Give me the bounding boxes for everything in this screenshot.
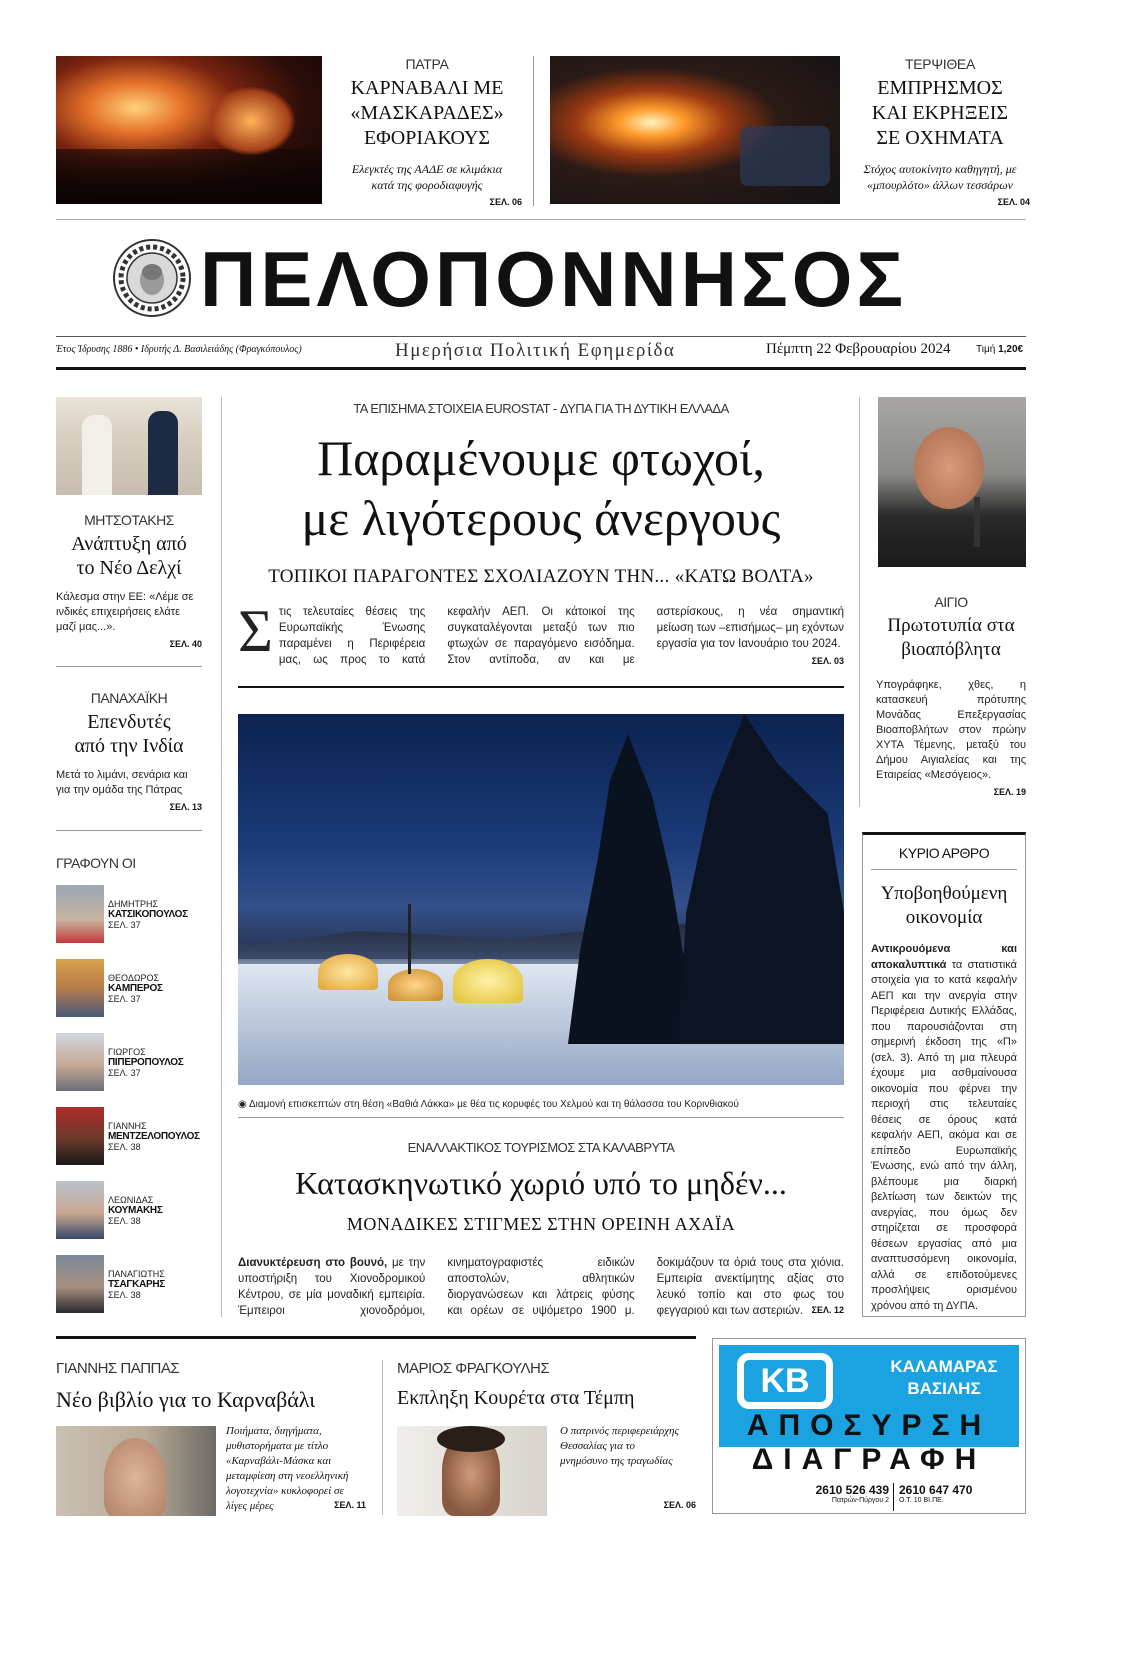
headline-line: Επενδυτές (87, 711, 171, 733)
story-headline (850, 76, 1030, 151)
writer-first-name: ΓΙΑΝΝΗΣ (108, 1121, 147, 1131)
kb-logo-icon: KB (737, 1353, 833, 1409)
masthead-bottom-rule (56, 367, 1026, 370)
price-label: Τιμή (976, 344, 996, 355)
writer-item[interactable] (56, 1181, 206, 1239)
price-value: 1,20€ (998, 344, 1024, 355)
story-location: ΠΑΤΡΑ (405, 56, 449, 72)
story-summary: Ποιήματα, διηγήματα, μυθιστορήματα με τίτλο «Καρναβάλι-Μάσκα και μεταμφίεση στη νεοελληνική λογοτεχνία» κυκλοφορεί σε λίγες μέρες (226, 1425, 349, 1512)
bottom-divider (382, 1360, 383, 1515)
story-terpsithea[interactable] (850, 56, 1030, 207)
page-ref: ΣΕΛ. 40 (169, 639, 202, 649)
camera-icon: ◉ (238, 1099, 247, 1110)
ad-phone-2: 2610 647 470 (899, 1483, 973, 1497)
page-ref: ΣΕΛ. 19 (993, 787, 1026, 797)
story-summary: Υπογράφηκε, χθες, η κατασκευή πρότυπης Μονάδας Επεξεργασίας Βιοαποβλήτων στον πρώην ΧΥΤΑ Τέμενης, μεταξύ του Δήμου Αιγιαλείας και της Εταιρείας «Μεσόγειος». (876, 679, 1026, 781)
bottom-story-1[interactable] (56, 1360, 368, 1413)
headline-line: ΚΑΡΝΑΒΑΛΙ ΜΕ (350, 77, 504, 99)
lead-headline[interactable] (238, 428, 844, 548)
page-ref: ΣΕΛ. 11 (334, 1500, 366, 1510)
summary-line: Στόχος αυτοκίνητο καθηγητή, με (863, 162, 1017, 176)
bottom-story-2[interactable] (397, 1360, 697, 1410)
writer-avatar (56, 1033, 104, 1091)
ad-reg: Ο.Τ. 10 ΒΙ.ΠΕ. (899, 1497, 944, 1504)
writer-page: ΣΕΛ. 37 (108, 994, 141, 1004)
price (976, 344, 1023, 355)
story-headline (332, 76, 522, 151)
caption-rule (238, 1117, 844, 1118)
kouretas-photo[interactable] (397, 1426, 547, 1516)
story-headline (56, 710, 202, 758)
writer-item[interactable] (56, 885, 206, 943)
kalavryta-camp-photo[interactable] (238, 714, 844, 1085)
headline-line: «ΜΑΣΚΑΡΑΔΕΣ» (350, 102, 504, 124)
summary-line: «μπουρλότο» άλλων τεσσάρων (866, 178, 1013, 192)
page-ref: ΣΕΛ. 04 (997, 197, 1030, 207)
ad-name-2: ΒΑΣΙΛΗΣ (907, 1379, 981, 1398)
writer-last-name: ΠΙΠΕΡΟΠΟΥΛΟΣ (108, 1057, 184, 1068)
story-summary: Ο πατρινός περιφερειάρχης Θεσσαλίας για το μνημόσυνο της τραγωδίας (560, 1425, 679, 1467)
car-fire-photo[interactable] (550, 56, 840, 204)
headline-line: το Νέο Δελχί (76, 557, 182, 579)
right-column-rule (859, 397, 860, 807)
editorial-lead-bold: Αντικρουόμενα και αποκαλυπτικά (871, 943, 1017, 971)
masthead-subtitle: Ημερήσια Πολιτική Εφημερίδα (395, 340, 676, 361)
headline-line: με λιγότερους άνεργους (301, 490, 781, 546)
story-headline: Εκπληξη Κουρέτα στα Τέμπη (397, 1387, 635, 1409)
writer-last-name: ΜΕΝΤΖΕΛΟΠΟΥΛΟΣ (108, 1131, 200, 1142)
headline-line: βιοαπόβλητα (901, 639, 1001, 660)
summary-line: κατά της φοροδιαφυγής (371, 178, 483, 192)
aigio-speaker-photo[interactable] (878, 397, 1026, 567)
writer-avatar (56, 1181, 104, 1239)
story-summary (850, 161, 1030, 193)
left-story-1[interactable] (56, 512, 202, 649)
story-summary: Κάλεσμα στην ΕΕ: «Λέμε σε ινδικές επιχειρήσεις ελάτε μαζί μας...». (56, 591, 194, 633)
writer-item[interactable] (56, 959, 206, 1017)
pappas-photo[interactable] (56, 1426, 216, 1516)
story-headline (56, 532, 202, 580)
ad-service-2: ΔΙΑΓΡΑΦΗ (751, 1443, 987, 1476)
headline-line: Υποβοηθούμενη (880, 883, 1008, 904)
second-lead-bold: Διανυκτέρευση στο βουνό, (238, 1257, 388, 1269)
story-location: ΤΕΡΨΙΘΕΑ (905, 56, 975, 72)
writers-title: ΓΡΑΦΟΥΝ ΟΙ (56, 855, 136, 871)
writer-last-name: ΤΣΑΓΚΑΡΗΣ (108, 1279, 165, 1290)
writer-page: ΣΕΛ. 38 (108, 1216, 141, 1226)
editorial-body (871, 942, 1017, 1314)
left-story-2[interactable] (56, 690, 202, 812)
headline-line: ΕΜΠΡΗΣΜΟΣ (877, 77, 1003, 99)
caption-text: Διαμονή επισκεπτών στη θέση «Βαθιά Λάκκα» με θέα τις κορυφές του Χελμού και τη θάλασσα του Κορινθιακού (248, 1099, 739, 1110)
carnival-fire-photo[interactable] (56, 56, 322, 204)
story-summary: Μετά το λιμάνι, σενάρια και για την ομάδα της Πάτρας (56, 769, 188, 796)
ad-phone-1: 2610 526 439 (815, 1483, 889, 1497)
mitsotakis-photo[interactable] (56, 397, 202, 495)
second-kicker: ΕΝΑΛΛΑΚΤΙΚΟΣ ΤΟΥΡΙΣΜΟΣ ΣΤΑ ΚΑΛΑΒΡΥΤΑ (407, 1140, 675, 1155)
story-author: ΓΙΑΝΝΗΣ ΠΑΠΠΑΣ (56, 1360, 180, 1377)
writer-item[interactable] (56, 1107, 206, 1165)
editorial-body-text: τα στατιστικά στοιχεία για το κατά κεφαλήν ΑΕΠ και την ανεργία στην Περιφέρεια Δυτικής Ελλάδας, που παρουσιάζονται στη σημερινή έκδοση της «Π» (σελ. 3). Από τη μια πλευρά έχουμε μια ασθμαίνουσα οικονομία που φέρνει την περιοχή στις τελευταίες θέσεις σε όρους κατά κεφαλήν ΑΕΠ, ακόμα και σε επίπεδο Ευρωπαϊκής Ένωσης, ενώ από την άλλη, βλέπουμε μια διαρκή βελτίωση των δεικτών της ανεργίας, που όμως δεν στηρίζεται σε προσφορά θέσεων εργασίας από μια αναπτυσσόμενη οικονομία, αλλά σε επιδοτούμενες προσλήψεις ορισμένου χρόνου από τη ΔΥΠΑ. (871, 958, 1017, 1312)
lead-rule (238, 686, 844, 688)
editorial-headline (871, 882, 1017, 930)
story-patra[interactable] (332, 56, 522, 207)
masthead-title[interactable]: ΠΕΛΟΠΟΝΝΗΣΟΣ (200, 235, 908, 323)
ad-service-1: ΑΠΟΣΥΡΣΗ (746, 1409, 992, 1442)
bottom-rule (56, 1336, 696, 1339)
left-divider (56, 830, 202, 831)
lead-subhead: ΤΟΠΙΚΟΙ ΠΑΡΑΓΟΝΤΕΣ ΣΧΟΛΙΑΖΟΥΝ ΤΗΝ... «ΚΑΤΩ ΒΟΛΤΑ» (268, 566, 814, 587)
writer-avatar (56, 1107, 104, 1165)
headline-line: ΣΕ ΟΧΗΜΑΤΑ (876, 127, 1004, 149)
writer-page: ΣΕΛ. 38 (108, 1290, 141, 1300)
photo-caption (238, 1099, 844, 1110)
headline-line: οικονομία (905, 907, 983, 928)
ad-name-1: ΚΑΛΑΜΑΡΑΣ (890, 1357, 998, 1376)
page-ref: ΣΕΛ. 06 (489, 197, 522, 207)
writer-last-name: ΚΟΥΜΑΚΗΣ (108, 1205, 163, 1216)
editorial-label: ΚΥΡΙΟ ΑΡΘΡΟ (871, 845, 1017, 870)
meander-logo-icon (112, 238, 192, 318)
story-author: ΜΑΡΙΟΣ ΦΡΑΓΚΟΥΛΗΣ (397, 1360, 550, 1377)
second-body-text: με την υποστήριξη του Χιονοδρομικού Κέντρου, σε μία μοναδική εμπειρία. Έμπειροι χιονοδρόμοι, κινηματογραφιστές ειδικών αποστολών, αθλητικών διοργανώσεων και λάτρεις φύσης και ορέων σε υψόμετρο 1900 μ. δοκιμάζουν τα όριά τους στα χιόνια. Εμπειρία ανεκτίμητης αξίας στο λευκό τοπίο και στο φως του φεγγαριού και των αστεριών. (238, 1257, 844, 1317)
writer-first-name: ΠΑΝΑΓΙΩΤΗΣ (108, 1269, 165, 1279)
page-ref: ΣΕΛ. 13 (169, 802, 202, 812)
second-headline[interactable]: Κατασκηνωτικό χωριό υπό το μηδέν... (295, 1165, 787, 1201)
writer-first-name: ΓΙΩΡΓΟΣ (108, 1047, 146, 1057)
writer-item[interactable] (56, 1255, 206, 1313)
second-subhead: ΜΟΝΑΔΙΚΕΣ ΣΤΙΓΜΕΣ ΣΤΗΝ ΟΡΕΙΝΗ ΑΧΑΪΑ (346, 1214, 736, 1234)
right-story[interactable] (876, 594, 1026, 797)
writer-avatar (56, 959, 104, 1017)
masthead-logo (112, 238, 192, 318)
drop-cap: Σ (238, 598, 273, 664)
writer-avatar (56, 885, 104, 943)
story-headline (876, 614, 1026, 662)
ad-address: Πατρών-Πύργου 2 (831, 1497, 889, 1504)
left-divider (56, 666, 202, 667)
writer-page: ΣΕΛ. 37 (108, 1068, 141, 1078)
page-ref: ΣΕΛ. 03 (811, 656, 844, 666)
page-ref: ΣΕΛ. 12 (811, 1305, 844, 1315)
writer-last-name: ΚΑΤΣΙΚΟΠΟΥΛΟΣ (108, 909, 188, 920)
story-kicker: ΠΑΝΑΧΑΪΚΗ (90, 690, 168, 706)
writer-first-name: ΛΕΩΝΙΔΑΣ (108, 1195, 154, 1205)
founding-info: Έτος Ίδρυσης 1886 • Ιδρυτής Δ. Βασιλειάδης (Φραγκόπουλος) (56, 344, 302, 355)
advertisement[interactable] (712, 1338, 1026, 1514)
story-summary (332, 161, 522, 193)
headline-line: Ανάπτυξη από (71, 533, 187, 555)
page-ref: ΣΕΛ. 06 (663, 1500, 696, 1510)
lead-body-text: τις τελευταίες θέσεις της Ευρωπαϊκής Ένωσης παραμένει η Περιφέρεια μας, ως προς το κατά κεφαλήν ΑΕΠ. Οι κάτοικοί της συγκαταλέγονται μεταξύ των πιο φτωχών σε παραγόμενο εισόδημα. Στον αντίποδα, αν και με αστερίσκους, η νέα σημαντική μείωση των –επισήμως– μη εχόντων εργασία για τον Ιανουάριο του 2024. (278, 606, 844, 666)
masthead-rule (56, 336, 1026, 337)
story-kicker: ΑΙΓΙΟ (934, 594, 968, 610)
ad-contacts (719, 1483, 1019, 1511)
editorial-box[interactable] (862, 832, 1026, 1317)
writer-avatar (56, 1255, 104, 1313)
writer-page: ΣΕΛ. 38 (108, 1142, 141, 1152)
summary-line: Ελεγκτές της ΑΑΔΕ σε κλιμάκια (351, 162, 503, 176)
writer-first-name: ΔΗΜΗΤΡΗΣ (108, 899, 159, 909)
headline-line: ΕΦΟΡΙΑΚΟΥΣ (363, 127, 491, 149)
writer-last-name: ΚΑΜΠΕΡΟΣ (108, 983, 163, 994)
issue-date: Πέμπτη 22 Φεβρουαρίου 2024 (766, 341, 951, 357)
left-column-rule (221, 397, 222, 1317)
story-kicker: ΜΗΤΣΟΤΑΚΗΣ (84, 512, 174, 528)
headline-line: από την Ινδία (74, 735, 184, 757)
top-divider (533, 56, 534, 206)
masthead-top-rule (56, 219, 1026, 220)
headline-line: ΚΑΙ ΕΚΡΗΞΕΙΣ (871, 102, 1009, 124)
lead-kicker: ΤΑ ΕΠΙΣΗΜΑ ΣΤΟΙΧΕΙΑ EUROSTAT - ΔΥΠΑ ΓΙΑ ΤΗ ΔΥΤΙΚΗ ΕΛΛΑΔΑ (353, 401, 729, 416)
writer-first-name: ΘΕΟΔΩΡΟΣ (108, 973, 160, 983)
headline-line: Παραμένουμε φτωχοί, (317, 430, 765, 486)
writer-item[interactable] (56, 1033, 206, 1091)
headline-line: Πρωτοτυπία στα (887, 615, 1015, 636)
writer-page: ΣΕΛ. 37 (108, 920, 141, 930)
story-headline: Νέο βιβλίο για το Καρναβάλι (56, 1387, 316, 1412)
